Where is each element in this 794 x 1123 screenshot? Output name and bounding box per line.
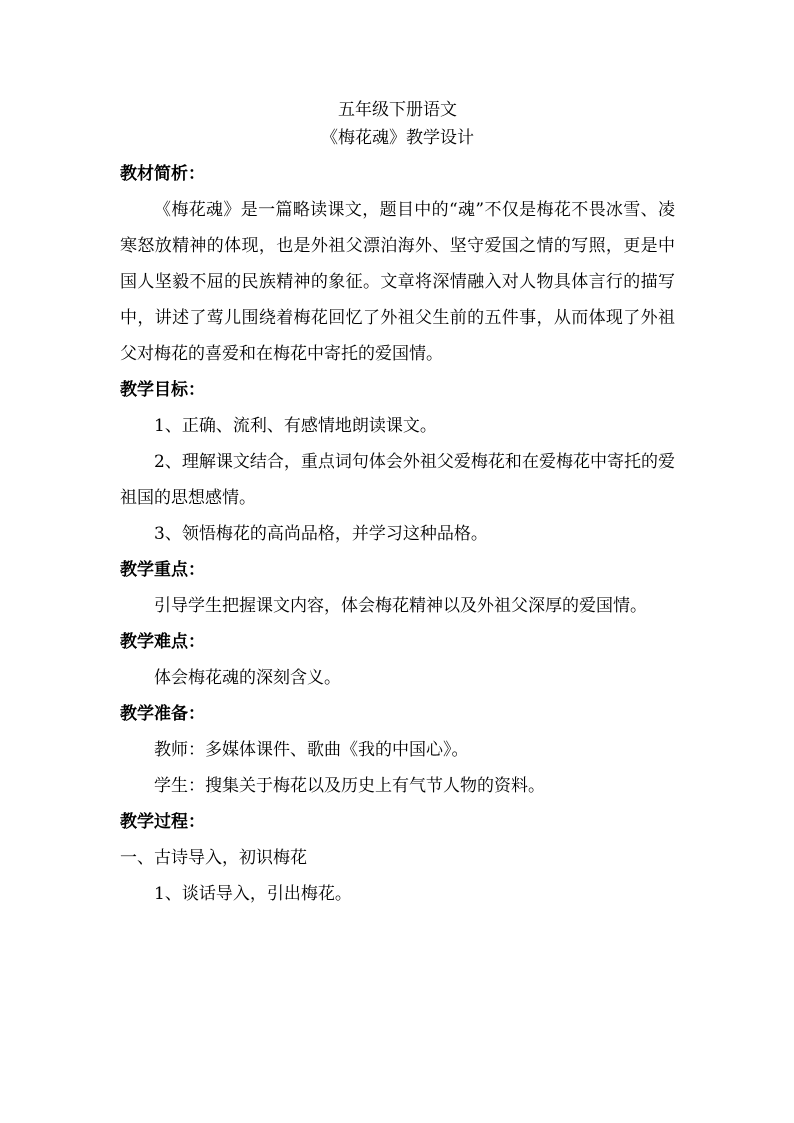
difficulties-text: 体会梅花魂的深刻含义。: [154, 668, 341, 688]
preparation-teacher: 教师：多媒体课件、歌曲《我的中国心》。: [154, 740, 469, 760]
preparation-student: 学生：搜集关于梅花以及历史上有气节人物的资料。: [154, 776, 545, 796]
process-step-1: 1、谈话导入，引出梅花。: [154, 884, 352, 904]
objectives-heading: 教学目标：: [120, 380, 205, 400]
process-heading: 教学过程：: [120, 812, 205, 832]
preparation-heading: 教学准备：: [120, 704, 205, 724]
objective-item: 3、领悟梅花的高尚品格，并学习这种品格。: [154, 524, 488, 544]
document-content: [120, 96, 675, 912]
document-title: 五年级下册语文: [338, 100, 457, 120]
textbook-analysis-paragraph: 《梅花魂》是一篇略读课文，题目中的“魂”不仅是梅花不畏冰雪、凌寒怒放精神的体现，也是外祖父漂泊海外、坚守爱国之情的写照，更是中国人坚毅不屈的民族精神的象征。文章将深情融入对人物具体言行的描写中，讲述了莺儿围绕着梅花回忆了外祖父生前的五件事，从而体现了外祖父对梅花的喜爱和在梅花中寄托的爱国情。: [120, 200, 675, 364]
difficulties-heading: 教学难点：: [120, 632, 205, 652]
key-points-heading: 教学重点：: [120, 560, 205, 580]
textbook-analysis-heading: 教材简析：: [120, 164, 205, 184]
objective-item: 1、正确、流利、有感情地朗读课文。: [154, 416, 437, 436]
objective-item: 2、理解课文结合，重点词句体会外祖父爱梅花和在爱梅花中寄托的爱祖国的思想感情。: [120, 452, 675, 508]
key-points-text: 引导学生把握课文内容，体会梅花精神以及外祖父深厚的爱国情。: [154, 596, 647, 616]
process-section-1: 一、古诗导入，初识梅花: [120, 848, 307, 868]
document-subtitle: 《梅花魂》教学设计: [321, 128, 474, 148]
